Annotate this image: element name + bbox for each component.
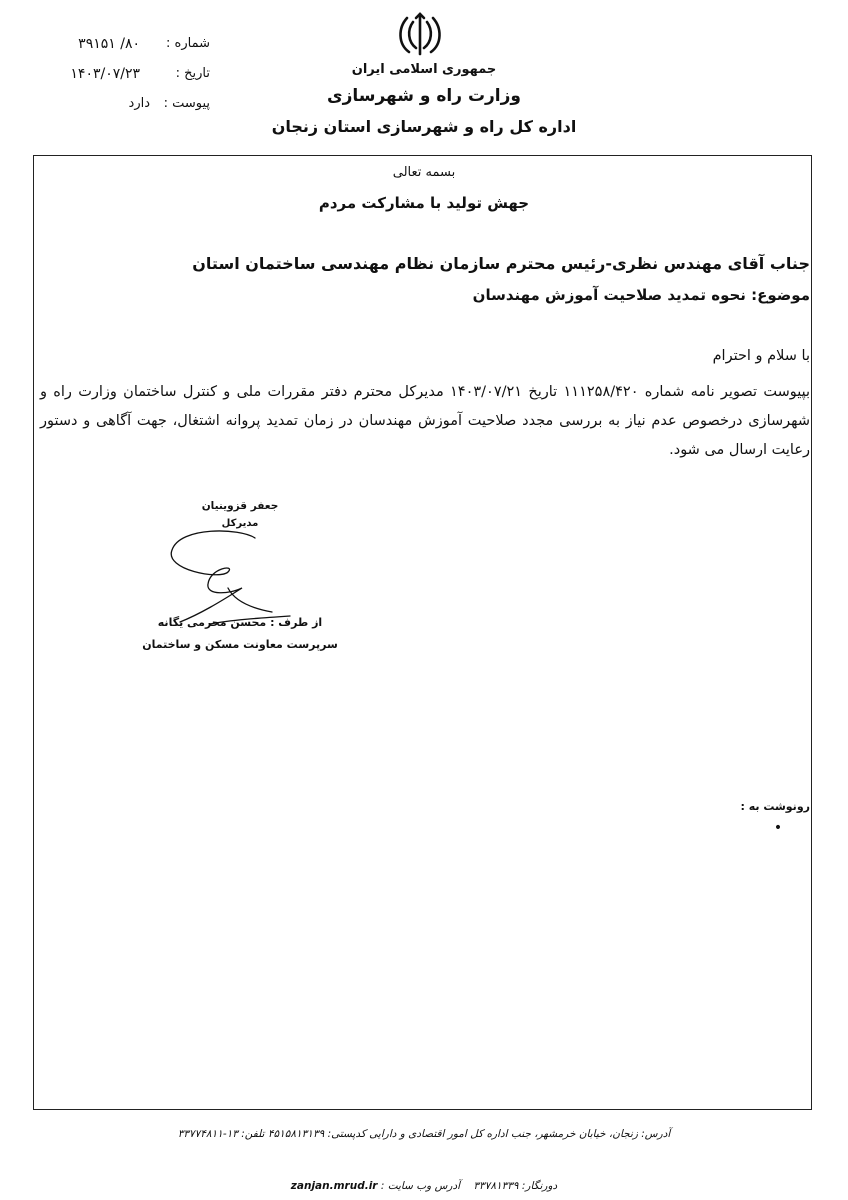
body-paragraph: بپیوست تصویر نامه شماره ۱۱۱۲۵۸/۴۲۰ تاریخ ۱۴۰۳/۰۷/۲۱ مدیرکل محترم دفتر مقررات ملی و کنترل ساختمان وزارت راه و شهرسازی درخصوص عدم نیاز به بررسی مجدد صلاحیت آموزش مهندسان در زمان تمدید پروانه اشتغال، جهت آگاهی و دستور رعایت ارسال می شود. [40,384,810,458]
signer-role: سرپرست معاونت مسکن و ساختمان [142,638,338,651]
footer-fax: دورنگار: ۳۳۷۸۱۳۳۹ [473,1180,558,1192]
cc-bullet: • [773,820,783,836]
footer-website-label: آدرس وب سایت : [380,1180,461,1192]
attachment-label: پیوست : [163,96,210,111]
letter-number-row [40,36,210,56]
attachment-value: دارد [128,96,150,111]
footer-website[interactable]: zanjan.mrud.ir [290,1180,378,1192]
signer-title-top: مدیرکل [221,518,259,529]
greeting: با سلام و احترام [712,348,810,364]
footer-address: آدرس: زنجان، خیابان خرمشهر، جنب اداره کل امور اقتصادی و دارایی کدپستی: ۴۵۱۵۸۱۳۱۳۹ تلفن: ۱۳-۳۳۷۷۴۸۱۱ [177,1128,671,1140]
attachment-row [40,96,210,116]
letter-date-label: تاریخ : [175,66,210,81]
letter-date-value: ۱۴۰۳/۰۷/۲۳ [70,66,140,82]
addressee: جناب آقای مهندس نظری-رئیس محترم سازمان نظام مهندسی ساختمان استان [192,254,810,273]
letter-number-value: ۸۰/ ۳۹۱۵۱ [78,36,140,52]
signer-name-top: جعفر قزوینیان [201,500,279,512]
footer-contact-row [200,1180,648,1192]
signer-by-line: از طرف : محسن محرمی یگانه [157,616,323,629]
cc-label: رونوشت به : [740,800,810,813]
header-republic: جمهوری اسلامی ایران [351,62,497,77]
letter-date-row [40,66,210,86]
iran-emblem-icon [392,10,448,62]
subject: موضوع: نحوه تمدید صلاحیت آموزش مهندسان [472,286,810,304]
header-office: اداره کل راه و شهرسازی استان زنجان [271,117,577,136]
invocation: بسمه تعالی [392,165,456,180]
slogan: جهش تولید با مشارکت مردم [318,194,530,212]
letter-number-label: شماره : [166,36,210,51]
header-ministry: وزارت راه و شهرسازی [326,86,521,106]
